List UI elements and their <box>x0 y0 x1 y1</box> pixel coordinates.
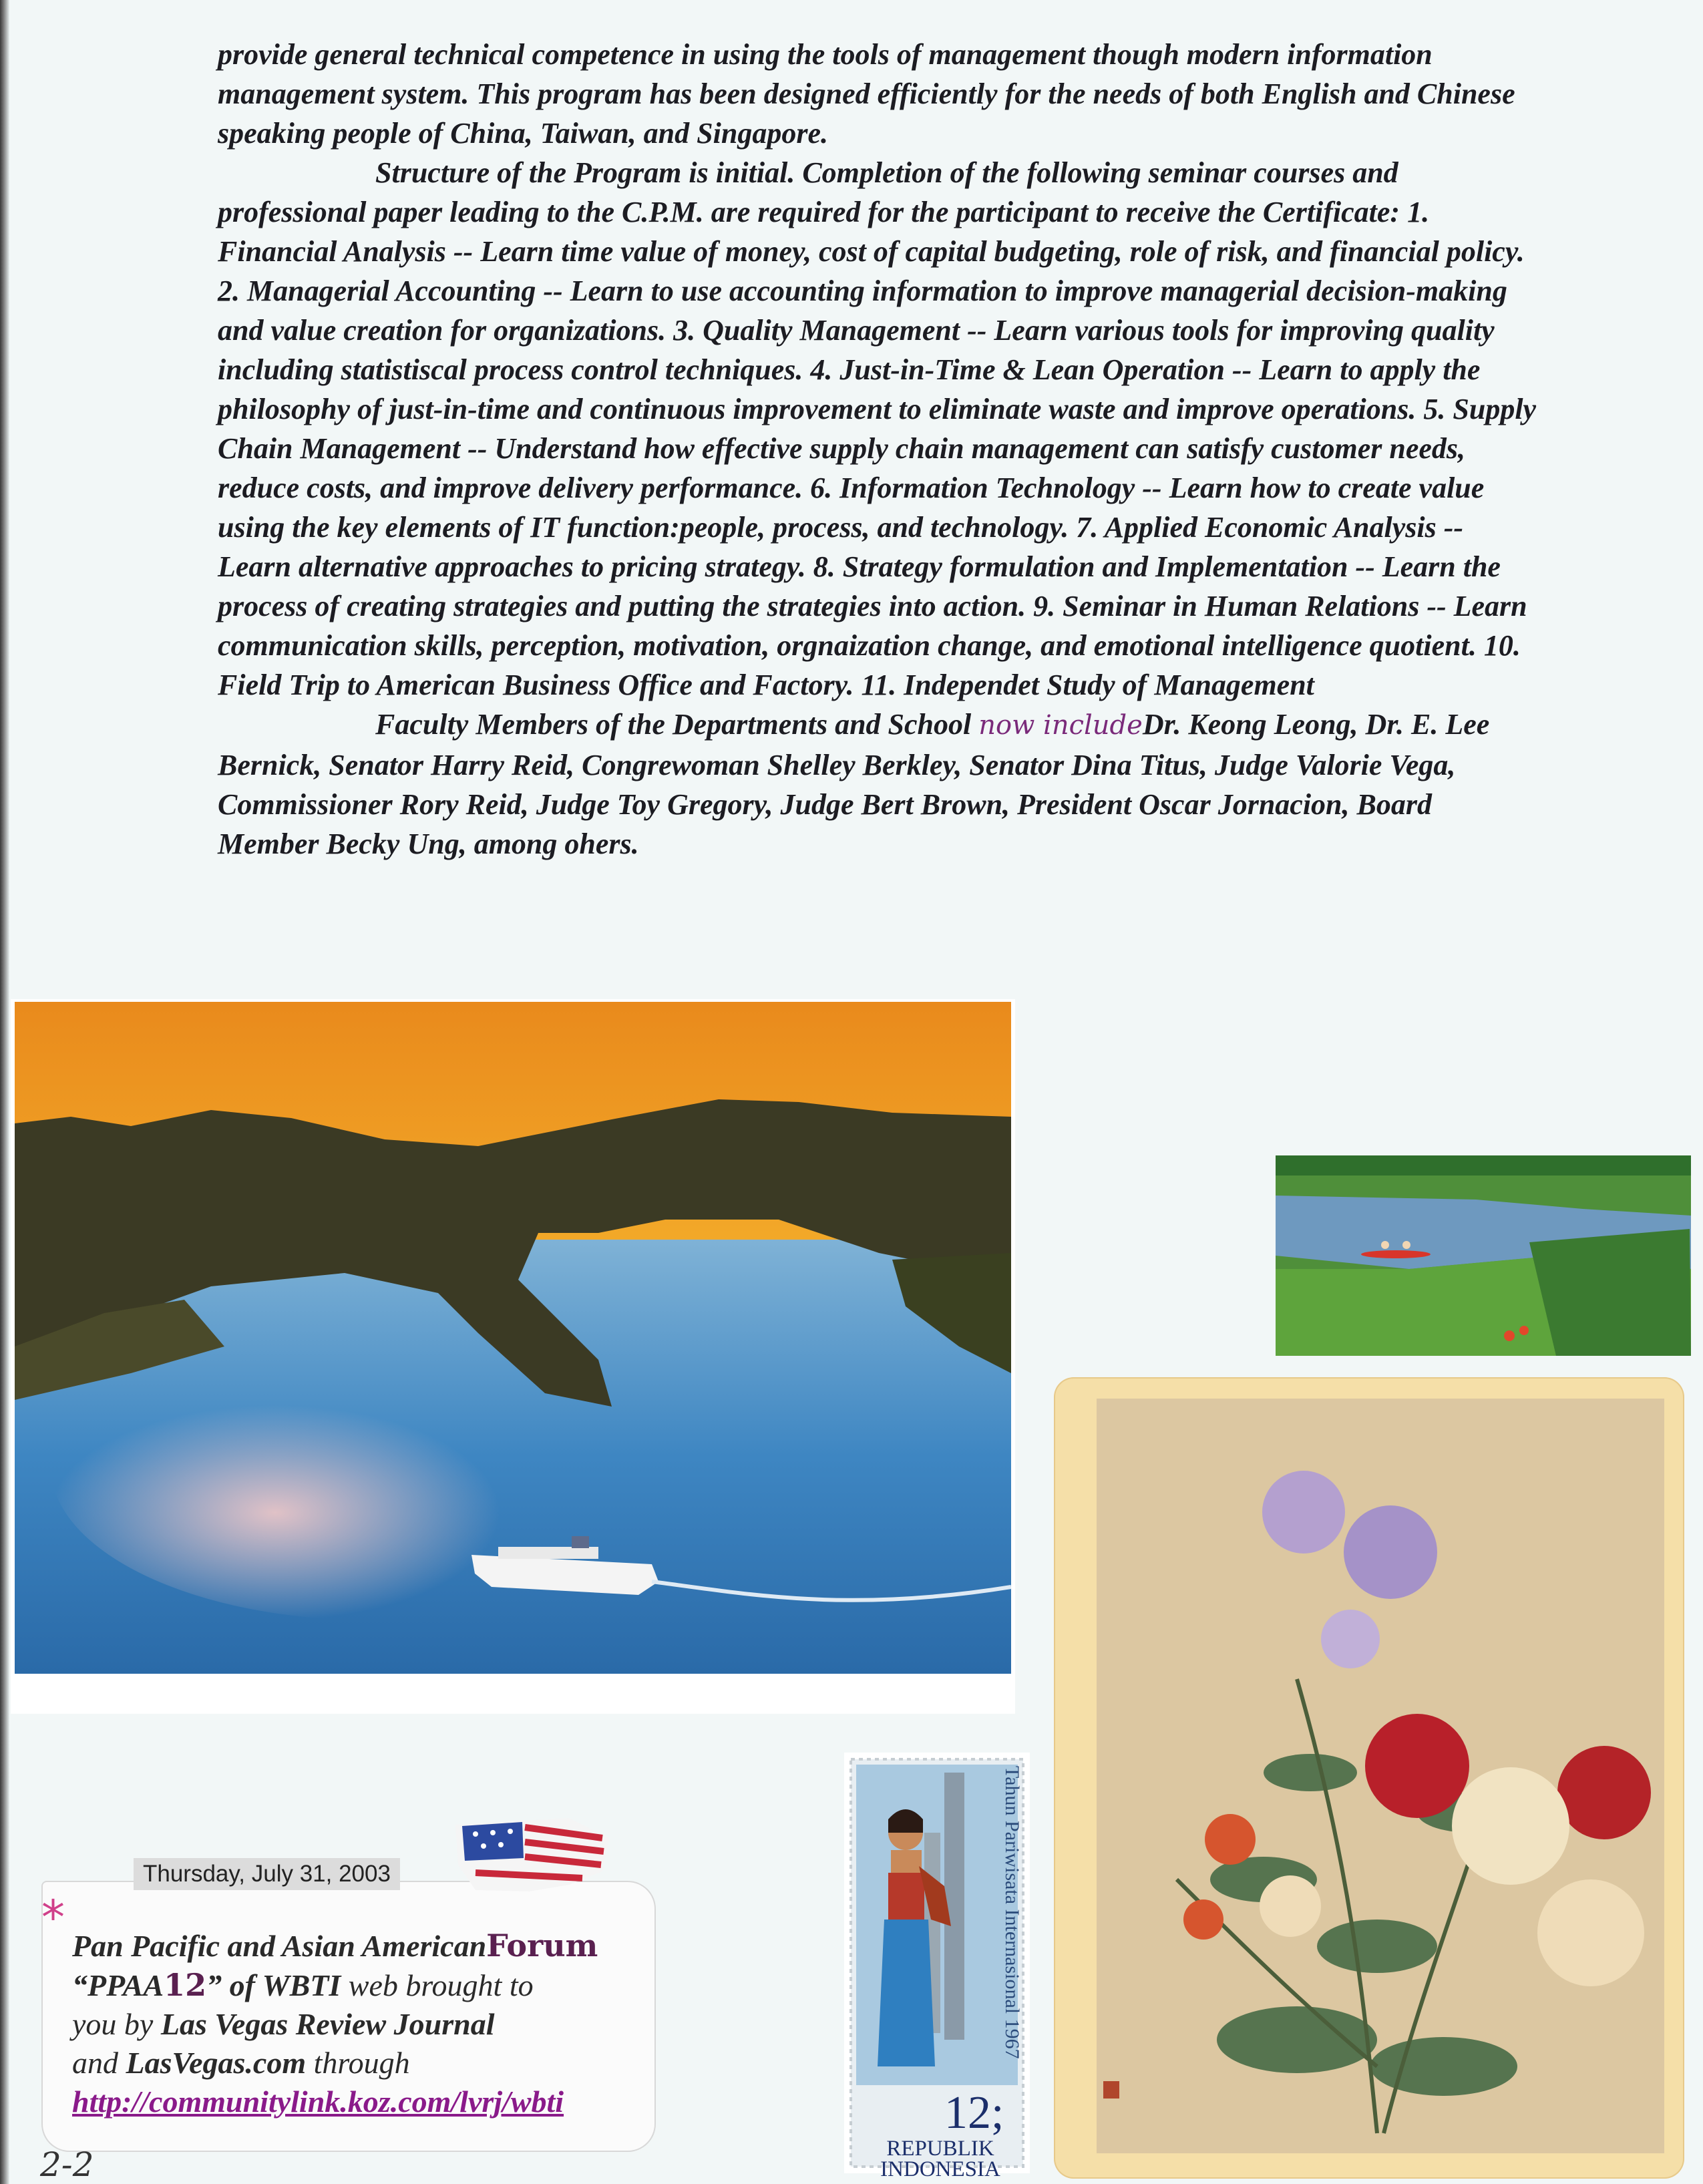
chrysanthemum-painting <box>1097 1399 1664 2153</box>
clipping-line-5 <box>72 2082 646 2121</box>
clipping-line-1 <box>72 1926 646 1966</box>
us-flag-sticker <box>449 1811 616 1898</box>
stamp-country-line-2: INDONESIA <box>880 2157 1000 2181</box>
through-text: through <box>306 2046 410 2080</box>
scan-edge <box>0 0 9 2184</box>
stamp-country-line-1: REPUBLIK <box>886 2137 994 2161</box>
lasvegas-label: LasVegas.com <box>126 2046 307 2080</box>
paragraph-intro: provide general technical competence in using the tools of management though modern information management system. This program has been designed efficiently for the needs of both English and Chinese speaking people of China, Taiwan, and Singapore. <box>218 38 1515 150</box>
and-text: and <box>72 2046 126 2080</box>
river-kayak-photo <box>1276 1155 1691 1356</box>
faculty-text-start: Faculty Members of the Departments and School <box>375 708 979 741</box>
paragraph-program-structure: Structure of the Program is initial. Completion of the following seminar courses and professional paper leading to the C.P.M. are required for the participant to receive the Certificate: 1. Financial Analysis -- Learn time value of money, cost of capital budgeting, role of risk, and financial policy. 2. Managerial Accounting -- Learn to use accounting information to improve managerial decision-making and value creation for organizations. 3. Quality Management -- Learn various tools for improving quality including statistiscal process control techniques. 4. Just-in-Time & Lean Operation -- Learn to apply the philosophy of just-in-time and continuous improvement to eliminate waste and improve operations. 5. Supply Chain Management -- Understand how effective supply chain management can satisfy customer needs, reduce costs, and improve delivery performance. 6. Information Technology -- Learn how to create value using the key elements of IT function:people, process, and technology. 7. Applied Economic Analysis -- Learn alternative approaches to pricing strategy. 8. Strategy formulation and Implementation -- Learn the process of creating strategies and putting the strategies into action. 9. Seminar in Human Relations -- Learn communication skills, perception, motivation, orgnaization change, and emotional intelligence quotient. 10. Field Trip to American Business Office and Factory. 11. Independet Study of Management <box>218 156 1537 701</box>
white-flower <box>1537 1879 1644 1986</box>
forum-title: Pan Pacific and Asian American <box>72 1929 487 1963</box>
clipping-line-2 <box>72 1966 646 2005</box>
clipping-line-3 <box>72 2005 646 2044</box>
orange-flower <box>1205 1814 1256 1865</box>
artist-seal <box>1103 2081 1119 2099</box>
stamp-value: 12; <box>944 2087 1004 2139</box>
web-brought-text: web brought to <box>341 1968 534 2002</box>
page-number-mark: 2-2 <box>40 2145 94 2184</box>
faculty-text-end: Dr. Keong Leong, Dr. E. Lee Bernick, Senator Harry Reid, Congrewoman Shelley Berkley, Senator Dina Titus, Judge Valorie Vega, Commissioner Rory Reid, Judge Toy Gregory, Judge Bert Brown, President Oscar Jornacion, Board Member Becky Ung, among ohers. <box>218 708 1490 860</box>
clipping-line-4 <box>72 2044 646 2082</box>
white-flower <box>1452 1767 1569 1885</box>
handwritten-number: 12 <box>164 1967 207 2003</box>
purple-flower <box>1262 1471 1345 1554</box>
white-flower <box>1260 1875 1321 1937</box>
ppaa-quote-end: ” of <box>206 1968 262 2002</box>
indonesia-postage-stamp <box>844 1753 1030 2181</box>
purple-flower <box>1321 1610 1380 1668</box>
sunset-fjord-photo <box>11 999 1015 1714</box>
stamp-side-text: Tahun Pariwisata Internasional 1967 <box>1001 1766 1023 2059</box>
ppaa-label: “PPAA <box>72 1968 164 2002</box>
community-link[interactable]: http://communitylink.koz.com/lvrj/wbti <box>72 2084 564 2119</box>
handwritten-forum: Forum <box>486 1928 598 1964</box>
asterisk-mark: * <box>41 1890 65 1945</box>
handwritten-insert: now include <box>978 710 1143 741</box>
stamp-country <box>860 2139 1020 2180</box>
red-flower <box>1557 1746 1651 1839</box>
chrysanthemum-painting-card <box>1054 1377 1684 2179</box>
clipping-text <box>72 1926 646 2121</box>
purple-flower <box>1344 1505 1437 1599</box>
orange-flower <box>1183 1899 1223 1940</box>
paragraph-faculty <box>218 705 1540 864</box>
wbti-label: WBTI <box>262 1968 341 2002</box>
document-body <box>218 35 1540 864</box>
red-flower <box>1365 1714 1469 1818</box>
clipping-date: Thursday, July 31, 2003 <box>134 1858 400 1890</box>
you-by-text: you by <box>72 2007 161 2041</box>
review-journal-label: Las Vegas Review Journal <box>160 2007 495 2041</box>
